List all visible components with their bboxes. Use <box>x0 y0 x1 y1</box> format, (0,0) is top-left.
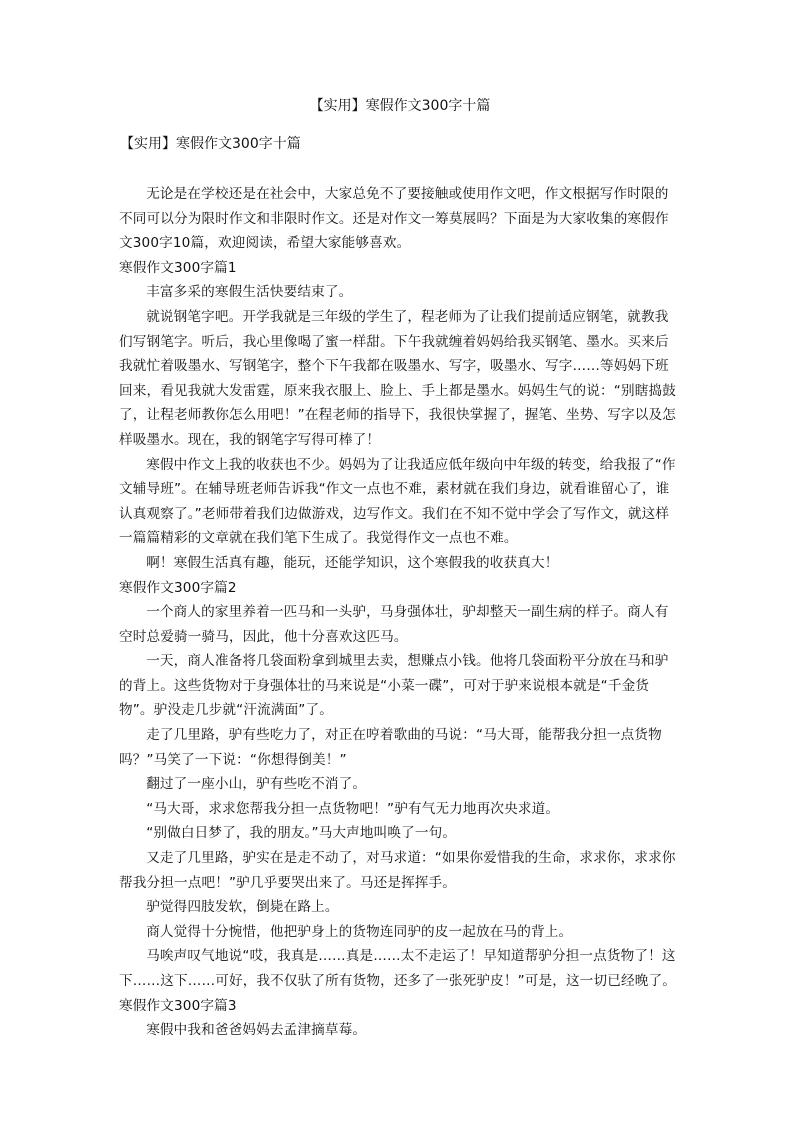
paragraph: “别做白日梦了，我的朋友。”马大声地叫唤了一句。 <box>146 825 457 842</box>
paragraph: 无论是在学校还是在社会中，大家总免不了要接触或使用作文吧，作文根据写作时限的不同可以分为限时作文和非限时作文。还是对作文一筹莫展吗？下面是为大家收集的寒假作文300字10篇，欢迎阅读，希望大家能够喜欢。 <box>119 186 669 252</box>
paragraph: 一天，商人准备将几袋面粉拿到城里去卖，想赚点小钱。他将几袋面粉平分放在马和驴的背上。这些货物对于身强体壮的马来说是“小菜一碟”，可对于驴来说根本就是“千金货物”。驴没走几步就“汗流满面”了。 <box>119 653 669 719</box>
paragraph: 走了几里路，驴有些吃力了，对正在哼着歌曲的马说：“马大哥，能帮我分担一点货物吗？”马笑了一下说：“你想得倒美！” <box>119 727 662 768</box>
section-heading: 寒假作文300字篇3 <box>119 997 237 1014</box>
section-heading: 寒假作文300字篇2 <box>119 579 237 596</box>
document-body <box>119 182 679 1043</box>
paragraph: 一个商人的家里养着一匹马和一头驴，马身强体壮，驴却整天一副生病的样子。商人有空时总爱骑一骑马，因此，他十分喜欢这匹马。 <box>119 604 669 645</box>
paragraph: 寒假中我和爸爸妈妈去孟津摘草莓。 <box>146 1022 367 1039</box>
paragraph: 啊！寒假生活真有趣，能玩，还能学知识，这个寒假我的收获真大！ <box>146 554 559 571</box>
document-subtitle: 【实用】寒假作文300字十篇 <box>120 136 301 152</box>
section-heading: 寒假作文300字篇1 <box>119 259 237 276</box>
paragraph: 马唉声叹气地说“哎，我真是……真是……太不走运了！早知道帮驴分担一点货物了！这下……这下……可好，我不仅驮了所有货物，还多了一张死驴皮！”可是，这一切已经晚了。 <box>119 948 676 989</box>
paragraph: 驴觉得四肢发软，倒毙在路上。 <box>146 899 339 916</box>
paragraph: 丰富多采的寒假生活快要结束了。 <box>146 284 353 301</box>
paragraph: 寒假中作文上我的收获也不少。妈妈为了让我适应低年级向中年级的转变，给我报了“作文辅导班”。在辅导班老师告诉我“作文一点也不难，素材就在我们身边，就看谁留心了，谁认真观察了。”老师带着我们边做游戏，边写作文。我们在不知不觉中学会了写作文，就这样一篇篇精彩的文章就在我们笔下生成了。我觉得作文一点也不难。 <box>119 456 676 547</box>
document-title: 【实用】寒假作文300字十篇 <box>309 98 491 114</box>
paragraph: 又走了几里路，驴实在是走不动了，对马求道：“如果你爱惜我的生命，求求你，求求你帮我分担一点吧！”驴几乎要哭出来了。马还是挥挥手。 <box>119 850 676 891</box>
paragraph: 就说钢笔字吧。开学我就是三年级的学生了，程老师为了让我们提前适应钢笔，就教我们写钢笔字。听后，我心里像喝了蜜一样甜。下午我就缠着妈妈给我买钢笔、墨水。买来后我就忙着吸墨水、写钢笔字，整个下午我都在吸墨水、写字，吸墨水、写字……等妈妈下班回来，看见我就大发雷霆，原来我衣服上、脸上、手上都是墨水。妈妈生气的说：“别瞎捣鼓了，让程老师教你怎么用吧！”在程老师的指导下，我很快掌握了，握笔、坐势、写字以及怎样吸墨水。现在，我的钢笔字写得可棒了！ <box>119 308 676 448</box>
paragraph: “马大哥，求求您帮我分担一点货物吧！”驴有气无力地再次央求道。 <box>146 800 560 817</box>
paragraph: 翻过了一座小山，驴有些吃不消了。 <box>146 776 367 793</box>
paragraph: 商人觉得十分惋惜，他把驴身上的货物连同驴的皮一起放在马的背上。 <box>146 923 573 940</box>
